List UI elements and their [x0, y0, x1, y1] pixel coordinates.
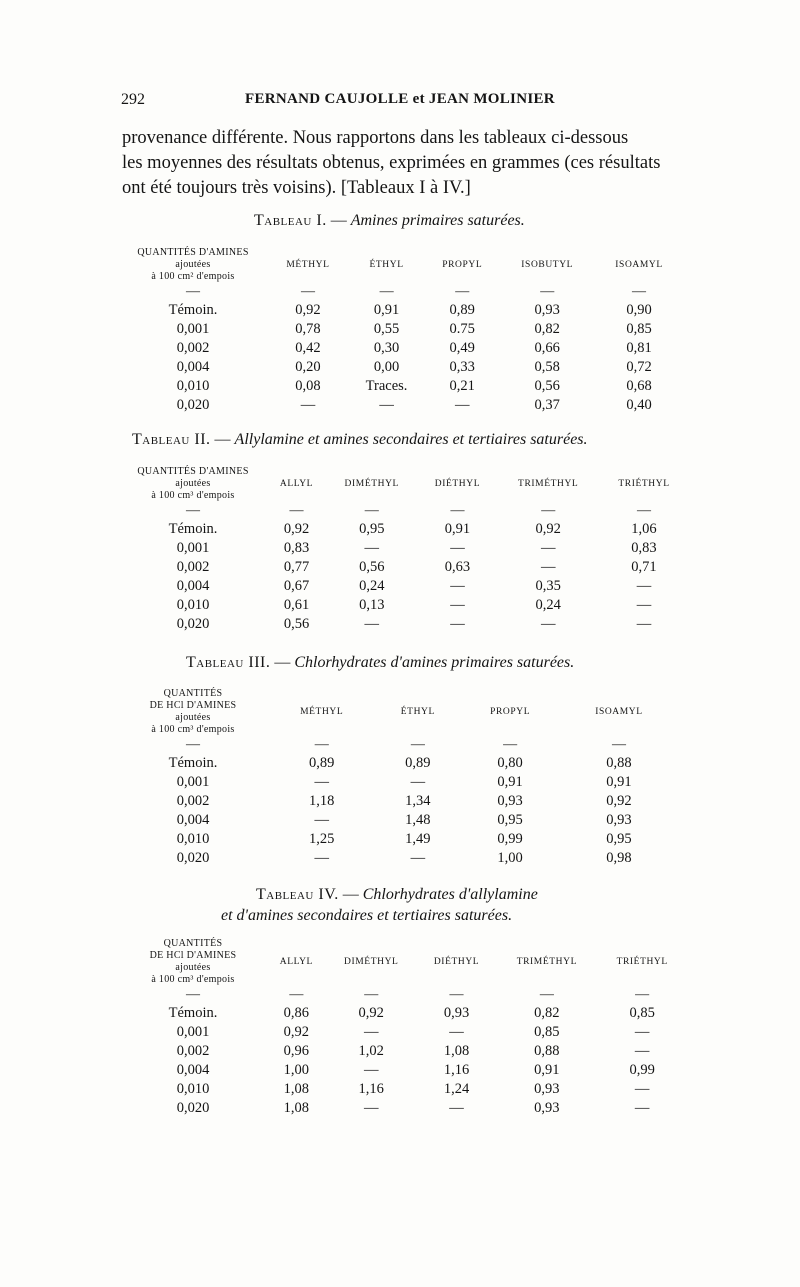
separator-dash: —	[314, 737, 329, 752]
table-cell: 0,89	[309, 755, 335, 771]
table-cell: 1,08	[443, 1043, 470, 1059]
table-cell: 0,93	[443, 1005, 470, 1021]
table-cell: —	[314, 850, 329, 866]
table-row	[118, 396, 683, 415]
table-cell: 0,56	[283, 616, 310, 632]
separator-dash: —	[635, 987, 650, 1002]
table-cell: 0,81	[626, 340, 652, 356]
row-label: 0,001	[176, 321, 210, 337]
table-cell: —	[636, 597, 652, 613]
column-header: TRIMÉTHYL	[516, 957, 577, 967]
table-cell: 0,95	[606, 831, 632, 847]
separator-dash: —	[540, 284, 555, 299]
table-cell: 1,24	[443, 1081, 470, 1097]
table-4-caption-line2	[221, 907, 512, 925]
separator-row	[118, 502, 688, 520]
table-cell: 0,98	[606, 850, 632, 866]
table-cell: 1,34	[405, 793, 431, 809]
table-cell: 0,96	[283, 1043, 310, 1059]
table-cell: —	[379, 397, 394, 413]
table-cell: 0,24	[359, 578, 385, 594]
quantity-header-line: QUANTITÉS	[163, 688, 223, 699]
table-cell: 0,58	[534, 359, 560, 375]
table-cell: —	[540, 616, 556, 632]
separator-dash: —	[289, 987, 304, 1002]
table-cell: —	[363, 1062, 379, 1078]
table-cell: 0,55	[373, 321, 400, 337]
table-cell: 0,91	[606, 774, 632, 790]
separator-row	[118, 736, 678, 754]
quantity-header-line: DE HCl D'AMINES	[149, 950, 237, 961]
separator-dash: —	[300, 284, 315, 299]
row-label: Témoin.	[168, 755, 218, 771]
separator-dash: —	[410, 737, 425, 752]
table-cell: 0,56	[534, 378, 560, 394]
column-header: DIÉTHYL	[433, 957, 480, 967]
table-title: Chlorhydrates d'amines primaires saturées.	[294, 654, 575, 671]
table-cell: 1,16	[443, 1062, 470, 1078]
column-header: PROPYL	[442, 260, 483, 270]
table-cell: 0,82	[534, 321, 560, 337]
quantity-header-line: ajoutées	[175, 962, 211, 973]
table-cell: 0,56	[359, 559, 385, 575]
quantity-header-line: QUANTITÉS D'AMINES	[137, 466, 249, 477]
table-cell: 0,42	[295, 340, 321, 356]
separator-dash: —	[364, 503, 379, 518]
table-3	[118, 688, 678, 868]
table-1	[118, 247, 683, 415]
table-cell: Traces.	[365, 378, 408, 394]
table-cell: —	[314, 774, 329, 790]
table-label: Tableau II.	[132, 431, 211, 448]
table-cell: 0,90	[626, 302, 652, 318]
table-cell: —	[449, 1100, 464, 1116]
quantity-header-line: ajoutées	[175, 478, 211, 489]
table-row	[118, 1023, 686, 1042]
table-2-caption	[132, 431, 588, 449]
table-cell: —	[634, 1100, 650, 1116]
table-4-caption	[256, 886, 538, 904]
table-cell: 1,25	[309, 831, 335, 847]
table-cell: 1,02	[358, 1043, 384, 1059]
quantity-header	[118, 688, 268, 736]
separator-dash: —	[186, 987, 200, 1002]
table-cell: —	[540, 540, 556, 556]
separator-dash: —	[541, 503, 556, 518]
table-row	[118, 1061, 686, 1080]
table-cell: 0,93	[534, 1081, 560, 1097]
table-cell: 0,78	[295, 321, 321, 337]
intro-paragraph	[122, 126, 692, 201]
table-cell: 0,20	[295, 359, 321, 375]
column-header: TRIMÉTHYL	[518, 479, 579, 489]
table-cell: 0,63	[444, 559, 471, 575]
table-cell: —	[634, 1024, 650, 1040]
column-header: ISOAMYL	[595, 707, 643, 717]
table-cell: 1,00	[283, 1062, 310, 1078]
table-cell: 1,00	[497, 850, 523, 866]
table-cell: 1,08	[283, 1100, 310, 1116]
table-cell: 0,93	[497, 793, 523, 809]
separator-dash: —	[503, 737, 518, 752]
row-label: 0,010	[176, 378, 210, 394]
table-cell: 0,92	[606, 793, 632, 809]
column-header: ÉTHYL	[369, 260, 404, 270]
table-cell: —	[450, 578, 465, 594]
table-cell: 0,35	[535, 578, 561, 594]
row-label: 0,020	[176, 616, 210, 632]
table-row	[118, 596, 688, 615]
separator-dash: —	[379, 284, 394, 299]
separator-row	[118, 986, 686, 1004]
column-header: ISOAMYL	[615, 260, 663, 270]
table-cell: —	[636, 578, 652, 594]
separator-dash: —	[289, 503, 304, 518]
table-cell: 0,88	[606, 755, 632, 771]
row-label: 0,020	[176, 850, 210, 866]
column-header: ALLYL	[279, 957, 313, 967]
caption-separator: —	[338, 886, 363, 903]
row-label: 0,010	[176, 1081, 210, 1097]
separator-dash: —	[186, 503, 200, 518]
table-cell: —	[636, 616, 652, 632]
separator-dash: —	[455, 284, 470, 299]
table-title: Allylamine et amines secondaires et tertiaires saturées.	[234, 431, 588, 448]
separator-dash: —	[186, 284, 200, 299]
quantity-header-line: ajoutées	[175, 259, 211, 270]
table-cell: 0,61	[283, 597, 310, 613]
running-title: FERNAND CAUJOLLE et JEAN MOLINIER	[245, 91, 555, 107]
row-label: Témoin.	[168, 1005, 218, 1021]
row-label: 0,002	[176, 793, 210, 809]
column-header: MÉTHYL	[286, 260, 330, 270]
table-cell: 0,85	[629, 1005, 655, 1021]
table-cell: 0,72	[626, 359, 652, 375]
intro-line: ont été toujours très voisins). [Tableaux I à IV.]	[122, 178, 471, 198]
table-cell: 0.75	[449, 321, 475, 337]
quantity-header-line: à 100 cm³ d'empois	[151, 490, 235, 501]
caption-separator: —	[326, 212, 351, 229]
table-cell: 1,48	[405, 812, 431, 828]
row-label: 0,004	[176, 812, 210, 828]
table-row	[118, 811, 678, 830]
table-cell: 0,83	[283, 540, 310, 556]
table-cell: 0,93	[534, 302, 560, 318]
table-cell: 0,13	[359, 597, 385, 613]
table-cell: 0,82	[534, 1005, 560, 1021]
table-cell: —	[314, 812, 329, 828]
table-title: Amines primaires saturées.	[350, 212, 525, 229]
table-row	[118, 377, 683, 396]
table-cell: 0,92	[358, 1005, 384, 1021]
table-cell: —	[449, 1024, 464, 1040]
table-cell: 0,85	[626, 321, 652, 337]
separator-dash: —	[449, 987, 464, 1002]
table-cell: —	[450, 616, 465, 632]
table-cell: 0,66	[534, 340, 560, 356]
table-cell: 1,18	[309, 793, 335, 809]
table-row	[118, 773, 678, 792]
table-title: Chlorhydrates d'allylamine	[362, 886, 538, 903]
caption-separator: —	[270, 654, 295, 671]
table-2	[118, 466, 688, 634]
table-cell: 0,68	[626, 378, 652, 394]
table-cell: 0,92	[535, 521, 561, 537]
table-cell: 0,49	[449, 340, 475, 356]
table-row	[118, 1080, 686, 1099]
caption-separator: —	[210, 431, 235, 448]
table-cell: 0,71	[631, 559, 657, 575]
table-header-row	[118, 247, 683, 283]
table-cell: 0,88	[534, 1043, 560, 1059]
table-cell: —	[450, 597, 465, 613]
table-title-line2: et d'amines secondaires et tertiaires saturées.	[221, 907, 513, 924]
intro-line: les moyennes des résultats obtenus, exprimées en grammes (ces résultats	[122, 153, 661, 173]
row-label: 0,002	[176, 1043, 210, 1059]
table-cell: 0,93	[606, 812, 632, 828]
table-cell: 0,91	[534, 1062, 560, 1078]
table-cell: —	[634, 1043, 650, 1059]
table-header-row	[118, 688, 678, 736]
table-cell: 0,77	[283, 559, 310, 575]
separator-dash: —	[632, 284, 647, 299]
table-cell: 0,92	[295, 302, 321, 318]
table-row	[118, 577, 688, 596]
table-cell: 0,89	[449, 302, 475, 318]
table-cell: 0,40	[626, 397, 652, 413]
table-cell: —	[410, 850, 426, 866]
running-header	[121, 91, 681, 115]
separator-dash: —	[450, 503, 465, 518]
table-cell: —	[450, 540, 465, 556]
table-row	[118, 849, 678, 868]
column-header: ALLYL	[279, 479, 314, 489]
table-cell: 0,91	[444, 521, 471, 537]
table-row	[118, 754, 678, 773]
table-cell: —	[300, 397, 316, 413]
table-cell: 0,85	[534, 1024, 560, 1040]
table-cell: 0,92	[283, 521, 310, 537]
table-row	[118, 1004, 686, 1023]
table-cell: 0,92	[283, 1024, 310, 1040]
table-label: Tableau IV.	[256, 886, 339, 903]
separator-dash: —	[186, 737, 200, 752]
table-row	[118, 1042, 686, 1061]
table-cell: —	[410, 774, 426, 790]
column-header: PROPYL	[490, 707, 531, 717]
table-header-row	[118, 466, 688, 502]
table-cell: 0,80	[497, 755, 523, 771]
table-row	[118, 830, 678, 849]
table-cell: 0,83	[631, 540, 657, 556]
row-label: 0,001	[176, 774, 210, 790]
row-label: 0,004	[176, 578, 210, 594]
table-header-row	[118, 938, 686, 986]
table-3-caption	[186, 654, 574, 672]
table-cell: —	[364, 540, 379, 556]
quantity-header-line: ajoutées	[175, 712, 211, 723]
row-label: 0,020	[176, 1100, 210, 1116]
column-header: TRIÉTHYL	[616, 957, 668, 967]
table-row	[118, 339, 683, 358]
separator-dash: —	[611, 737, 626, 752]
table-cell: 0,37	[534, 397, 560, 413]
table-cell: 0,30	[373, 340, 400, 356]
table-cell: —	[454, 397, 470, 413]
table-cell: 0,33	[449, 359, 475, 375]
table-cell: 1,49	[405, 831, 431, 847]
row-label: 0,010	[176, 831, 210, 847]
table-row	[118, 520, 688, 539]
quantity-header-line: QUANTITÉS	[163, 938, 223, 949]
row-label: 0,010	[176, 597, 210, 613]
page-number: 292	[121, 91, 145, 108]
separator-row	[118, 283, 683, 301]
table-row	[118, 320, 683, 339]
quantity-header	[118, 938, 268, 986]
intro-line: provenance différente. Nous rapportons dans les tableaux ci-dessous	[122, 128, 629, 148]
table-row	[118, 301, 683, 320]
quantity-header-line: à 100 cm³ d'empois	[151, 974, 235, 985]
table-row	[118, 1099, 686, 1118]
table-label: Tableau III.	[186, 654, 271, 671]
table-cell: 0,08	[295, 378, 321, 394]
table-cell: 0,95	[359, 521, 385, 537]
quantity-header	[118, 466, 268, 502]
row-label: 0,002	[176, 559, 210, 575]
table-cell: 0,89	[405, 755, 431, 771]
table-cell: 0,99	[497, 831, 523, 847]
column-header: MÉTHYL	[300, 707, 344, 717]
table-cell: —	[540, 559, 556, 575]
row-label: Témoin.	[168, 521, 218, 537]
separator-dash: —	[539, 987, 554, 1002]
row-label: 0,001	[176, 540, 210, 556]
table-cell: 0,91	[373, 302, 400, 318]
row-label: Témoin.	[168, 302, 218, 318]
table-cell: 0,21	[449, 378, 475, 394]
column-header: TRIÉTHYL	[618, 479, 670, 489]
table-cell: —	[363, 1024, 379, 1040]
table-row	[118, 792, 678, 811]
quantity-header-line: DE HCl D'AMINES	[149, 700, 237, 711]
table-cell: 0,86	[283, 1005, 310, 1021]
column-header: ÉTHYL	[400, 707, 435, 717]
table-cell: —	[634, 1081, 650, 1097]
table-cell: 0,99	[629, 1062, 655, 1078]
row-label: 0,004	[176, 1062, 210, 1078]
table-row	[118, 615, 688, 634]
table-1-caption	[254, 212, 525, 230]
row-label: 0,002	[176, 340, 210, 356]
table-cell: 0,91	[497, 774, 523, 790]
table-cell: 0,24	[535, 597, 561, 613]
column-header: DIÉTHYL	[434, 479, 481, 489]
separator-dash: —	[364, 987, 379, 1002]
table-cell: 0,93	[534, 1100, 560, 1116]
table-label: Tableau I.	[254, 212, 327, 229]
quantity-header	[118, 247, 268, 283]
table-cell: —	[363, 1100, 379, 1116]
table-row	[118, 539, 688, 558]
table-cell: 0,95	[497, 812, 523, 828]
table-cell: 0,00	[373, 359, 400, 375]
table-row	[118, 358, 683, 377]
quantity-header-line: à 100 cm³ d'empois	[151, 724, 235, 735]
separator-dash: —	[636, 503, 651, 518]
table-row	[118, 558, 688, 577]
row-label: 0,004	[176, 359, 210, 375]
table-cell: 0,67	[283, 578, 310, 594]
table-cell: 1,08	[283, 1081, 310, 1097]
table-cell: —	[364, 616, 379, 632]
column-header: DIMÉTHYL	[344, 479, 399, 489]
table-cell: 1,16	[358, 1081, 384, 1097]
quantity-header-line: QUANTITÉS D'AMINES	[137, 247, 249, 258]
table-cell: 1,06	[631, 521, 657, 537]
quantity-header-line: à 100 cm² d'empois	[151, 271, 235, 282]
column-header: DIMÉTHYL	[344, 957, 399, 967]
row-label: 0,020	[176, 397, 210, 413]
row-label: 0,001	[176, 1024, 210, 1040]
table-4	[118, 938, 686, 1118]
column-header: ISOBUTYL	[521, 260, 574, 270]
